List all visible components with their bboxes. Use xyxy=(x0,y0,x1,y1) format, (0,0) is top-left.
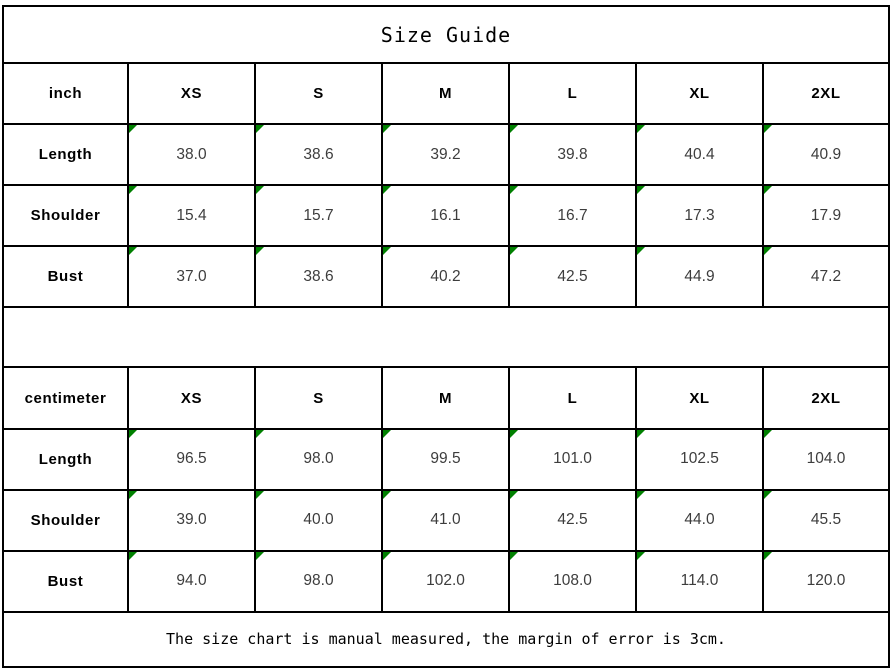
table-cell xyxy=(763,185,889,246)
size-header-l: L xyxy=(509,63,636,124)
cell-corner-flag-icon xyxy=(383,491,391,499)
cell-corner-flag-icon xyxy=(383,247,391,255)
footer-row xyxy=(3,612,889,667)
centimeter-header-row xyxy=(3,367,889,428)
cell-corner-flag-icon xyxy=(637,125,645,133)
table-cell xyxy=(382,185,509,246)
cell-value: 45.5 xyxy=(810,511,842,529)
cell-value: 41.0 xyxy=(430,511,461,529)
cell-value: 40.9 xyxy=(810,145,842,163)
cell-corner-flag-icon xyxy=(637,430,645,438)
table-cell xyxy=(128,551,255,612)
table-cell xyxy=(382,490,509,551)
size-header-s: S xyxy=(255,367,382,428)
cell-value: 40.0 xyxy=(303,511,334,529)
footer-note: The size chart is manual measured, the margin of error is 3cm. xyxy=(3,612,889,667)
cell-corner-flag-icon xyxy=(129,247,137,255)
unit-header-inch: inch xyxy=(3,63,128,124)
size-header-xl: XL xyxy=(636,63,763,124)
cell-corner-flag-icon xyxy=(637,247,645,255)
cell-value: 94.0 xyxy=(176,572,207,590)
cell-value: 39.8 xyxy=(557,145,588,163)
row-label: Bust xyxy=(3,246,128,307)
cell-corner-flag-icon xyxy=(256,186,264,194)
cell-value: 15.7 xyxy=(303,206,334,224)
cell-corner-flag-icon xyxy=(764,186,772,194)
size-header-m: M xyxy=(382,63,509,124)
cell-corner-flag-icon xyxy=(510,125,518,133)
cell-value: 102.0 xyxy=(426,572,465,590)
cell-value: 42.5 xyxy=(557,267,588,285)
table-cell xyxy=(509,490,636,551)
table-cell xyxy=(509,246,636,307)
table-cell xyxy=(382,246,509,307)
cell-value: 99.5 xyxy=(430,450,461,468)
table-cell xyxy=(255,185,382,246)
table-cell xyxy=(509,124,636,185)
table-cell xyxy=(509,429,636,490)
cell-corner-flag-icon xyxy=(510,491,518,499)
spacer-cell xyxy=(3,307,889,367)
size-header-2xl: 2XL xyxy=(763,367,889,428)
cm-length-row xyxy=(3,429,889,490)
size-header-m: M xyxy=(382,367,509,428)
size-header-xs: XS xyxy=(128,63,255,124)
cell-value: 39.0 xyxy=(176,511,207,529)
table-cell xyxy=(636,551,763,612)
title-row xyxy=(3,6,889,63)
cell-value: 108.0 xyxy=(553,572,592,590)
cell-corner-flag-icon xyxy=(256,491,264,499)
cell-corner-flag-icon xyxy=(256,552,264,560)
cell-value: 38.6 xyxy=(303,267,334,285)
cell-value: 16.7 xyxy=(557,206,588,224)
cell-value: 38.6 xyxy=(303,145,334,163)
cell-value: 37.0 xyxy=(176,267,207,285)
cell-corner-flag-icon xyxy=(764,430,772,438)
cell-value: 104.0 xyxy=(806,450,846,468)
cell-value: 39.2 xyxy=(430,145,461,163)
cell-corner-flag-icon xyxy=(764,125,772,133)
size-guide-table xyxy=(2,5,890,668)
table-cell xyxy=(128,246,255,307)
table-cell xyxy=(509,185,636,246)
inch-bust-row xyxy=(3,246,889,307)
table-cell xyxy=(128,124,255,185)
table-cell xyxy=(382,124,509,185)
table-cell xyxy=(763,429,889,490)
table-cell xyxy=(128,490,255,551)
cell-corner-flag-icon xyxy=(637,491,645,499)
table-cell xyxy=(382,429,509,490)
cm-bust-row xyxy=(3,551,889,612)
table-cell xyxy=(382,551,509,612)
cell-value: 40.4 xyxy=(684,145,715,163)
cell-value: 42.5 xyxy=(557,511,588,529)
cell-value: 17.9 xyxy=(810,206,842,224)
cell-corner-flag-icon xyxy=(129,430,137,438)
table-cell xyxy=(636,185,763,246)
table-cell xyxy=(763,551,889,612)
cell-corner-flag-icon xyxy=(510,552,518,560)
cell-corner-flag-icon xyxy=(129,552,137,560)
cell-corner-flag-icon xyxy=(256,430,264,438)
cell-value: 16.1 xyxy=(430,206,461,224)
cell-corner-flag-icon xyxy=(383,552,391,560)
cell-value: 44.0 xyxy=(684,511,715,529)
table-cell xyxy=(255,490,382,551)
row-label: Bust xyxy=(3,551,128,612)
table-cell xyxy=(255,551,382,612)
cell-value: 47.2 xyxy=(810,267,842,285)
table-cell xyxy=(763,246,889,307)
cell-value: 15.4 xyxy=(176,206,207,224)
table-cell xyxy=(636,429,763,490)
size-header-s: S xyxy=(255,63,382,124)
cell-corner-flag-icon xyxy=(383,430,391,438)
size-header-l: L xyxy=(509,367,636,428)
cell-value: 98.0 xyxy=(303,572,334,590)
row-label: Shoulder xyxy=(3,185,128,246)
page-title: Size Guide xyxy=(3,6,889,63)
cell-value: 114.0 xyxy=(680,572,719,590)
cell-value: 102.5 xyxy=(680,450,719,468)
table-cell xyxy=(763,124,889,185)
cell-corner-flag-icon xyxy=(129,125,137,133)
cell-value: 17.3 xyxy=(684,206,715,224)
unit-header-centimeter: centimeter xyxy=(3,367,128,428)
cell-value: 120.0 xyxy=(806,572,846,590)
row-label: Length xyxy=(3,429,128,490)
table-cell xyxy=(255,124,382,185)
table-cell xyxy=(636,246,763,307)
cell-corner-flag-icon xyxy=(637,186,645,194)
spacer-row xyxy=(3,307,889,367)
cell-corner-flag-icon xyxy=(129,186,137,194)
cell-corner-flag-icon xyxy=(637,552,645,560)
table-cell xyxy=(128,429,255,490)
row-label: Shoulder xyxy=(3,490,128,551)
cell-corner-flag-icon xyxy=(256,247,264,255)
inch-shoulder-row xyxy=(3,185,889,246)
cell-value: 96.5 xyxy=(176,450,207,468)
table-cell xyxy=(255,429,382,490)
row-label: Length xyxy=(3,124,128,185)
table-cell xyxy=(763,490,889,551)
table-cell xyxy=(509,551,636,612)
cell-value: 40.2 xyxy=(430,267,461,285)
table-cell xyxy=(636,490,763,551)
cell-corner-flag-icon xyxy=(510,247,518,255)
cell-value: 44.9 xyxy=(684,267,715,285)
inch-header-row xyxy=(3,63,889,124)
cell-corner-flag-icon xyxy=(256,125,264,133)
cell-value: 101.0 xyxy=(553,450,592,468)
size-header-2xl: 2XL xyxy=(763,63,889,124)
inch-length-row xyxy=(3,124,889,185)
cell-corner-flag-icon xyxy=(510,186,518,194)
size-header-xs: XS xyxy=(128,367,255,428)
cell-corner-flag-icon xyxy=(129,491,137,499)
cell-corner-flag-icon xyxy=(764,552,772,560)
cell-corner-flag-icon xyxy=(764,491,772,499)
cell-corner-flag-icon xyxy=(510,430,518,438)
cell-corner-flag-icon xyxy=(383,186,391,194)
table-cell xyxy=(255,246,382,307)
cell-corner-flag-icon xyxy=(764,247,772,255)
size-header-xl: XL xyxy=(636,367,763,428)
cell-value: 98.0 xyxy=(303,450,334,468)
table-cell xyxy=(128,185,255,246)
cell-value: 38.0 xyxy=(176,145,207,163)
table-cell xyxy=(636,124,763,185)
cell-corner-flag-icon xyxy=(383,125,391,133)
cm-shoulder-row xyxy=(3,490,889,551)
